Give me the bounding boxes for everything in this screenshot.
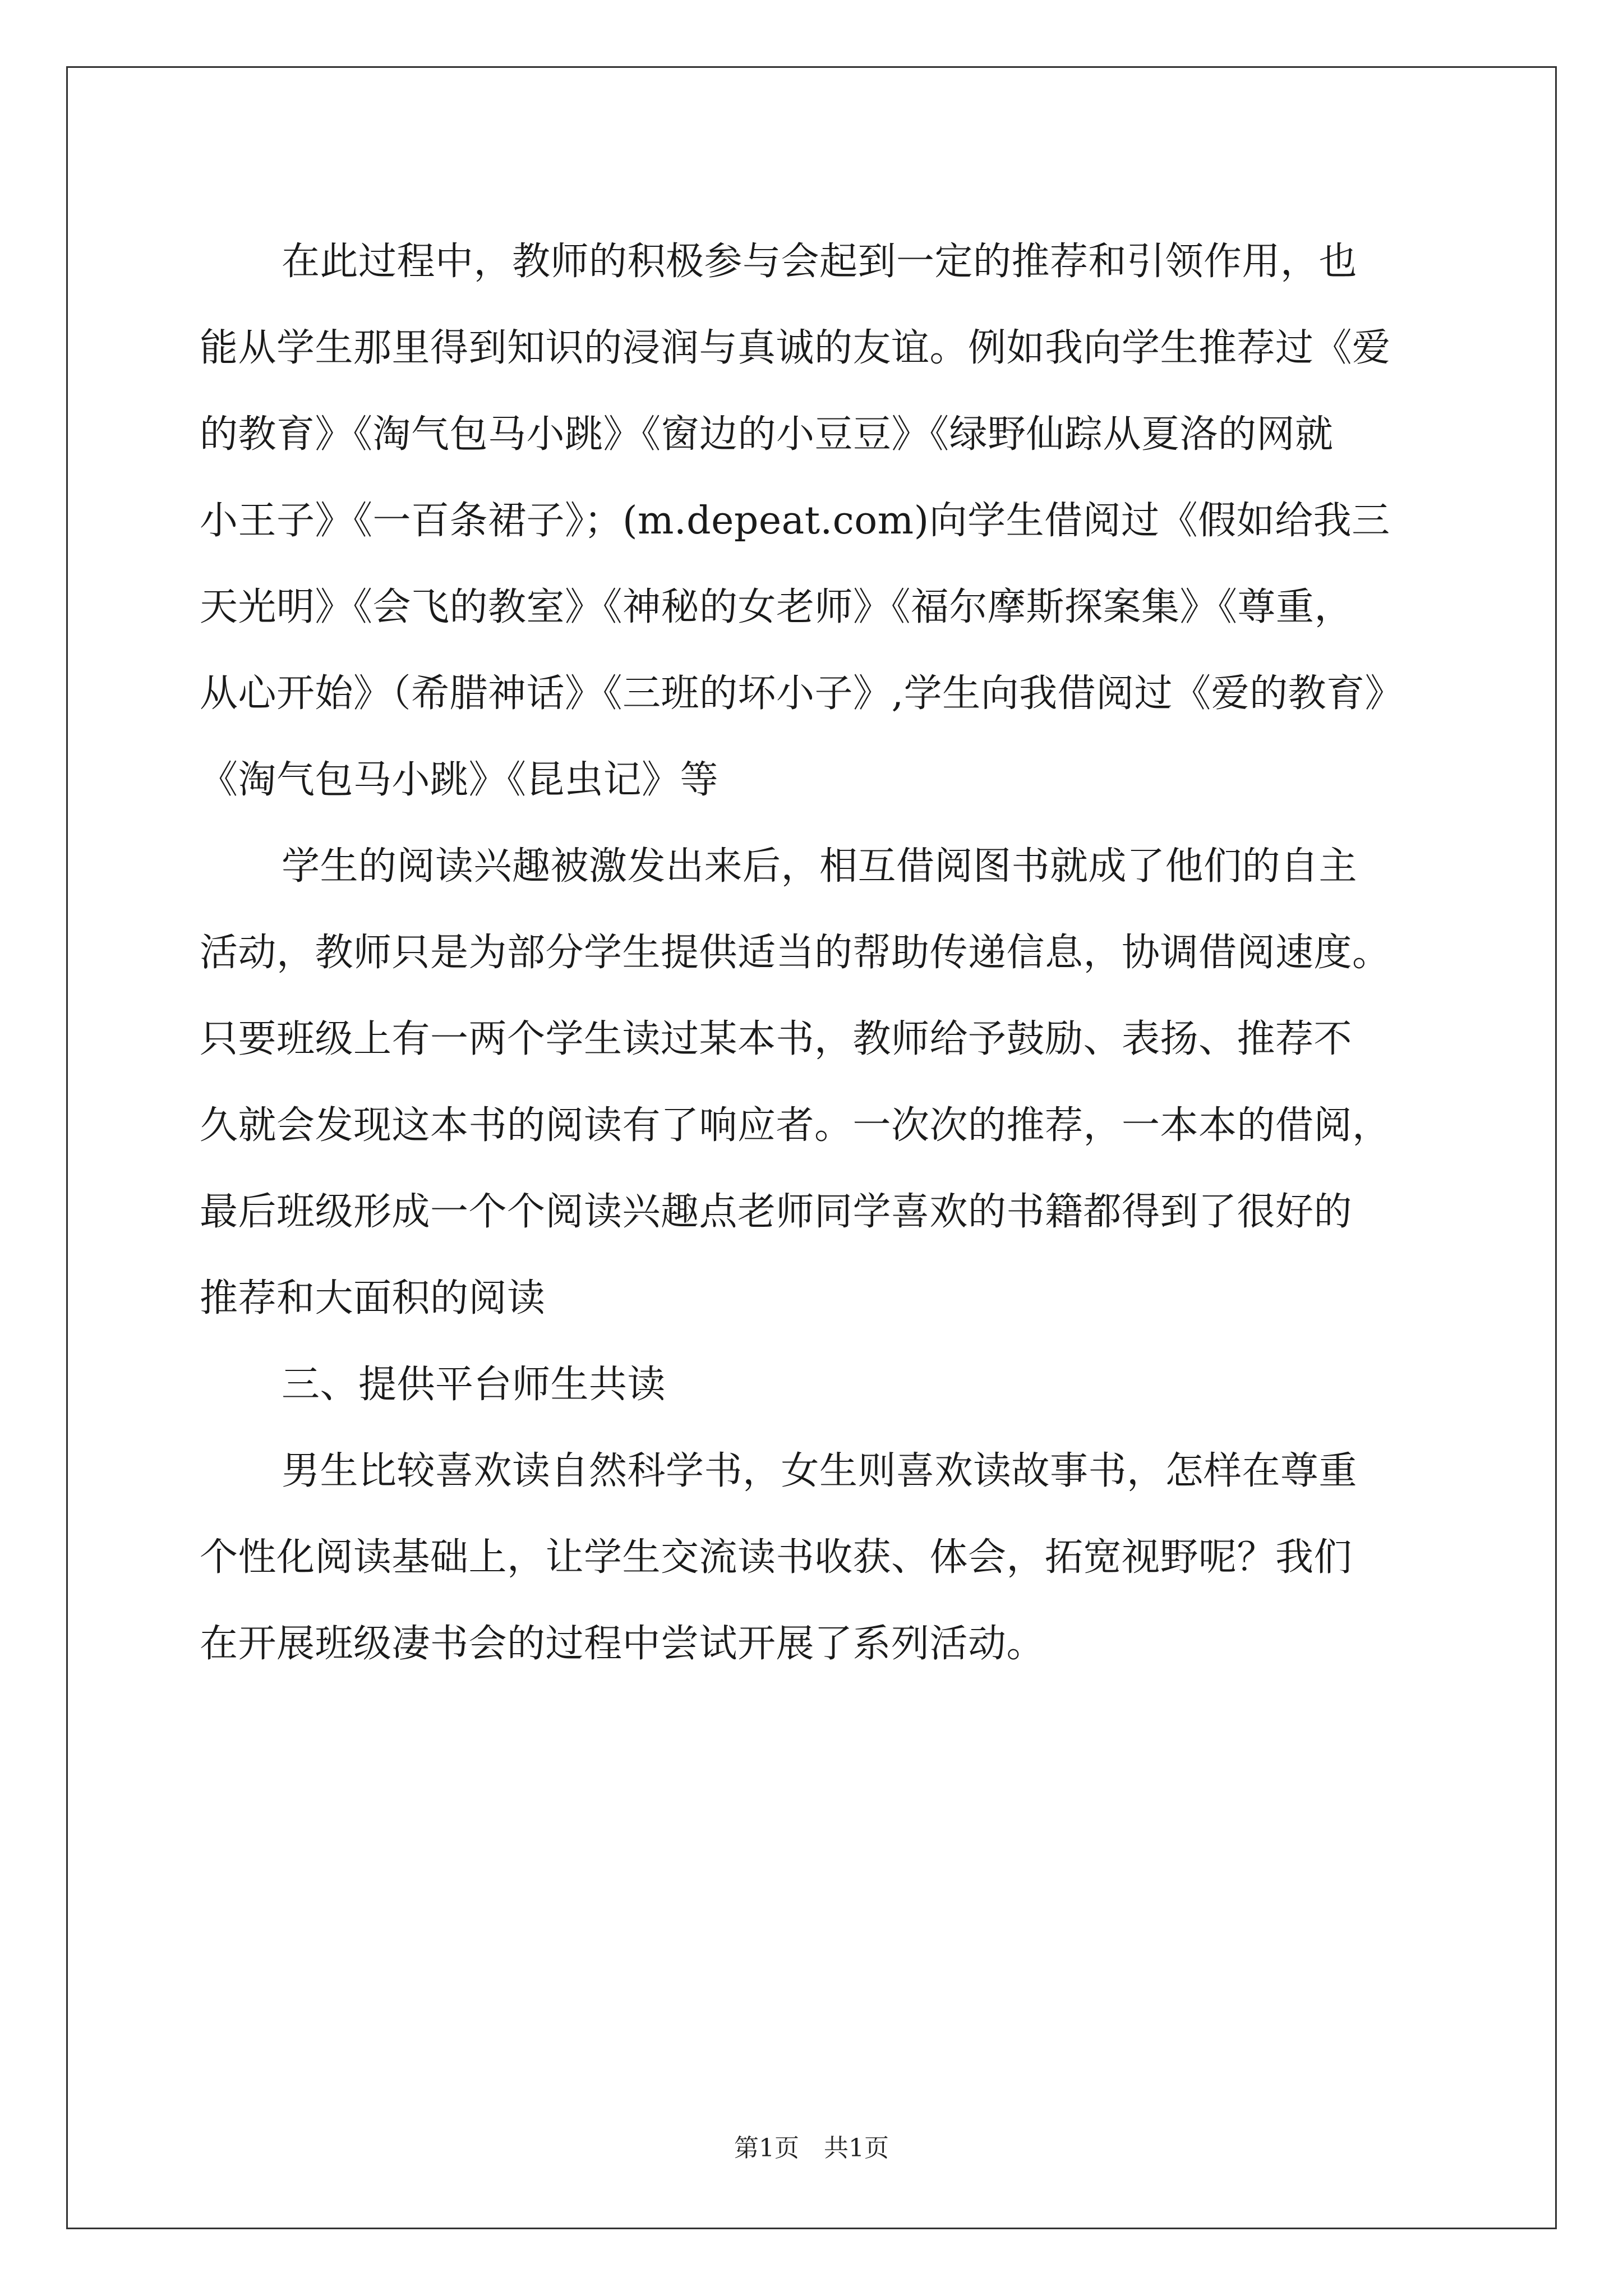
text-line: 学生的阅读兴趣被激发出来后，相互借阅图书就成了他们的自主 [282,844,1358,889]
text-line: 个性化阅读基础上，让学生交流读书收获、体会，拓宽视野呢？我们 [200,1535,1353,1580]
heading-text: 三、提供平台师生共读 [282,1363,666,1407]
text-line: 在开展班级凄书会的过程中尝试开展了系列活动。 [200,1622,1045,1666]
text-line: 《淘气包马小跳》《昆虫记》等 [200,758,719,802]
text-line: 活动，教师只是为部分学生提供适当的帮助传递信息，协调借阅速度。 [200,931,1391,975]
document-body [200,219,1422,1687]
text-line: 小王子》《一百条裙子》；(m.depeat.com)向学生借阅过《假如给我三 [200,499,1390,543]
text-line: 最后班级形成一个个阅读兴趣点老师同学喜欢的书籍都得到了很好的 [200,1190,1353,1234]
paragraph-4 [200,1428,1422,1687]
text-line: 推荐和大面积的阅读 [200,1276,546,1320]
paragraph-1 [200,219,1422,823]
text-line: 能从学生那里得到知识的浸润与真诚的友谊。例如我向学生推荐过《爱 [200,326,1391,370]
page-number: 第1页 共1页 [734,2134,889,2162]
text-line: 在此过程中，教师的积极参与会起到一定的推荐和引领作用，也 [282,240,1358,284]
text-line: 的教育》《淘气包马小跳》《窗边的小豆豆》《绿野仙踪从夏洛的网就 [200,412,1334,457]
paragraph-2 [200,823,1422,1342]
text-line: 从心开始》（希腊神话》《三班的坏小子》,学生向我借阅过《爱的教育》 [200,671,1404,716]
text-line: 久就会发现这本书的阅读有了响应者。一次次的推荐，一本本的借阅， [200,1103,1391,1148]
text-line: 天光明》《会飞的教室》《神秘的女老师》《福尔摩斯探案集》《尊重， [200,585,1353,629]
section-heading [200,1342,1422,1428]
text-line: 男生比较喜欢读自然科学书，女生则喜欢读故事书，怎样在尊重 [282,1449,1358,1493]
page-footer [0,2132,1623,2165]
text-line: 只要班级上有一两个学生读过某本书，教师给予鼓励、表扬、推荐不 [200,1017,1353,1061]
